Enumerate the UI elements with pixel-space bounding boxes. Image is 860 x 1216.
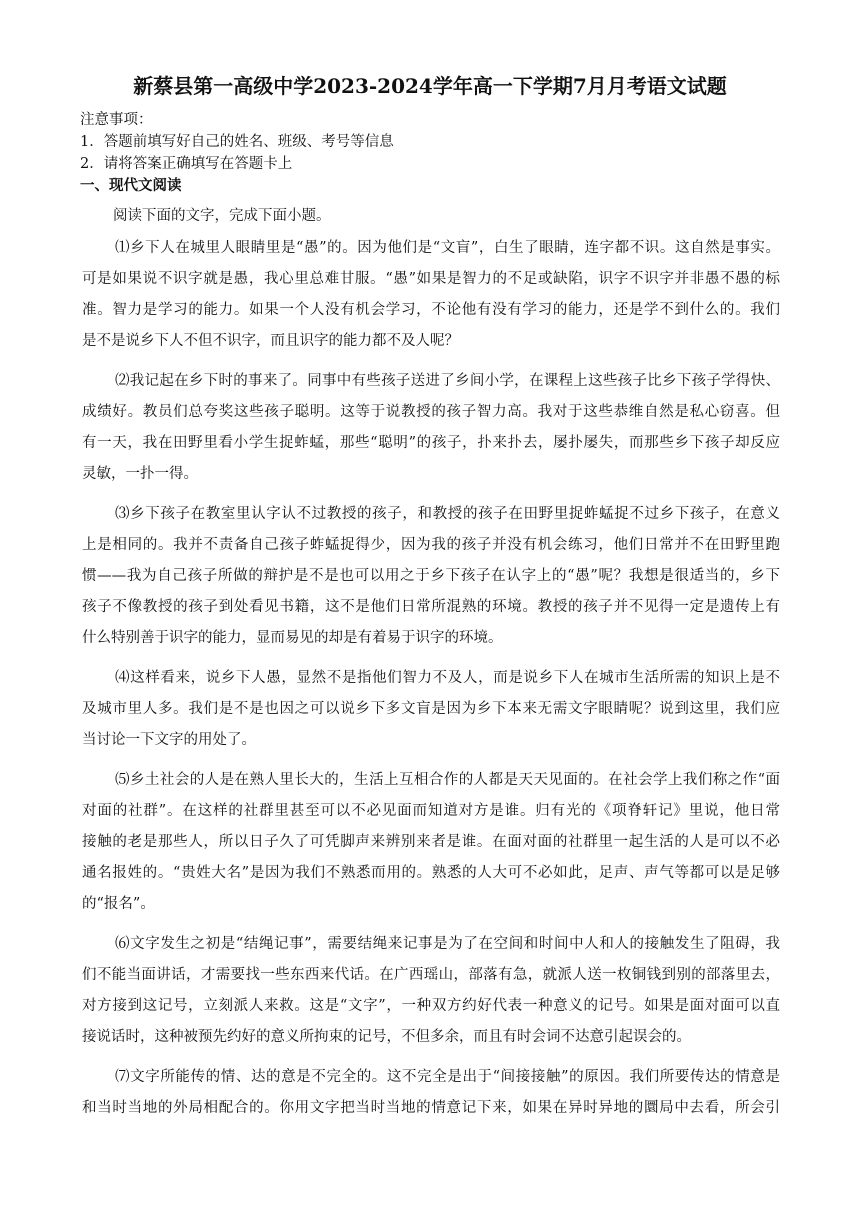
passage-paragraph — [82, 765, 780, 920]
section-heading: 一、现代文阅读 — [80, 177, 182, 194]
paragraph-line: 是不是说乡下人不但不识字，而且识字的能力都不及人呢？ — [82, 333, 459, 349]
paragraph-line: ⑹文字发生之初是“结绳记事”，需要结绳来记事是为了在空间和时间中人和人的接触发生了阻碍，我 — [115, 936, 780, 952]
paragraph-line: ⑸乡土社会的人是在熟人里长大的，生活上互相合作的人都是天天见面的。在社会学上我们称之作“面 — [115, 772, 780, 788]
paragraph-line: 什么特别善于识字的能力，显而易见的却是有着易于识字的环境。 — [82, 630, 503, 646]
paragraph-line: ⑵我记起在乡下时的事来了。同事中有些孩子送进了乡间小学，在课程上这些孩子比乡下孩子学得快、 — [115, 373, 780, 389]
paragraph-line: 和当时当地的外局相配合的。你用文字把当时当地的情意记下来，如果在异时异地的圜局中去看，所会引 — [82, 1100, 780, 1116]
paragraph-line: ⑴乡下人在城里人眼睛里是“愚”的。因为他们是“文盲”，白生了眼睛，连字都不识。这自然是事实。 — [115, 240, 780, 256]
notes-block — [80, 109, 780, 197]
paragraph-line: 接说话时，这种被预先约好的意义所拘束的记号，不但多余，而且有时会词不达意引起误会的。 — [82, 1029, 691, 1045]
passage-paragraph — [82, 929, 780, 1053]
paragraph-line: 们不能当面讲话，才需要找一些东西来代话。在广西瑶山，部落有急，就派人送一枚铜钱到别的部落里去， — [82, 967, 780, 983]
paragraph-line: 及城市里人多。我们是不是也因之可以说乡下多文盲是因为乡下本来无需文字眼睛呢？说到这里，我们应 — [82, 701, 780, 717]
paragraph-line: ⑷这样看来，说乡下人愚，显然不是指他们智力不及人，而是说乡下人在城市生活所需的知识上是不 — [115, 670, 780, 686]
paragraph-line: 惯——我为自己孩子所做的辩护是不是也可以用之于乡下孩子在认字上的“愚”呢？我想是很适当的，乡下 — [82, 568, 780, 584]
passage-paragraph — [82, 1062, 780, 1124]
reading-passage — [82, 233, 780, 1124]
passage-paragraph — [82, 233, 780, 357]
paragraph-line: ⑶乡下孩子在教室里认字认不过教授的孩子，和教授的孩子在田野里捉蚱蜢捉不过乡下孩子，在意义 — [115, 506, 780, 522]
notes-heading: 注意事项： — [80, 112, 153, 128]
paragraph-line: 的“报名”。 — [82, 896, 155, 912]
notes-item: 1．答题前填写好自己的姓名、班级、考号等信息 — [80, 134, 394, 150]
paragraph-line: 上是相同的。我并不责备自己孩子蚱蜢捉得少，因为我的孩子并没有机会练习，他们日常并不在田野里跑 — [82, 537, 780, 553]
page-title: 新蔡县第一高级中学2023-2024学年高一下学期7月月考语文试题 — [133, 74, 727, 98]
paragraph-line: 通名报姓的。“贵姓大名”是因为我们不熟悉而用的。熟悉的人大可不必如此，足声、声气等都可以是足够 — [82, 865, 780, 881]
reading-instruction: 阅读下面的文字，完成下面小题。 — [113, 208, 331, 224]
paragraph-line: 有一天，我在田野里看小学生捉蚱蜢，那些“聪明”的孩子，扑来扑去，屡扑屡失，而那些乡下孩子却反应 — [82, 435, 780, 451]
paragraph-line: 成绩好。教员们总夸奖这些孩子聪明。这等于说教授的孩子智力高。我对于这些恭维自然是私心窃喜。但 — [82, 404, 780, 420]
paragraph-line: 对方接到这记号，立刻派人来救。这是“文字”，一种双方约好代表一种意义的记号。如果是面对面可以直 — [82, 998, 780, 1014]
passage-paragraph — [82, 663, 780, 756]
paragraph-line: ⑺文字所能传的情、达的意是不完全的。这不完全是出于“间接接触”的原因。我们所要传达的情意是 — [115, 1069, 780, 1085]
passage-paragraph — [82, 499, 780, 654]
paragraph-line: 接触的老是那些人，所以日子久了可凭脚声来辨别来者是谁。在面对面的社群里一起生活的人是可以不必 — [82, 834, 780, 850]
notes-item: 2．请将答案正确填写在答题卡上 — [80, 156, 293, 172]
paragraph-line: 灵敏，一扑一得。 — [82, 466, 198, 482]
paragraph-line: 当讨论一下文字的用处了。 — [82, 732, 256, 748]
paragraph-line: 可是如果说不识字就是愚，我心里总难甘服。“愚”如果是智力的不足或缺陷，识字不识字并非愚不愚的标 — [82, 271, 780, 287]
passage-paragraph — [82, 366, 780, 490]
paragraph-line: 孩子不像教授的孩子到处看见书籍，这不是他们日常所混熟的环境。教授的孩子并不见得一定是遗传上有 — [82, 599, 780, 615]
paragraph-line: 准。智力是学习的能力。如果一个人没有机会学习，不论他有没有学习的能力，还是学不到什么的。我们 — [82, 302, 780, 318]
paragraph-line: 对面的社群”。在这样的社群里甚至可以不必见面而知道对方是谁。归有光的《项脊轩记》里说，他日常 — [82, 803, 780, 819]
